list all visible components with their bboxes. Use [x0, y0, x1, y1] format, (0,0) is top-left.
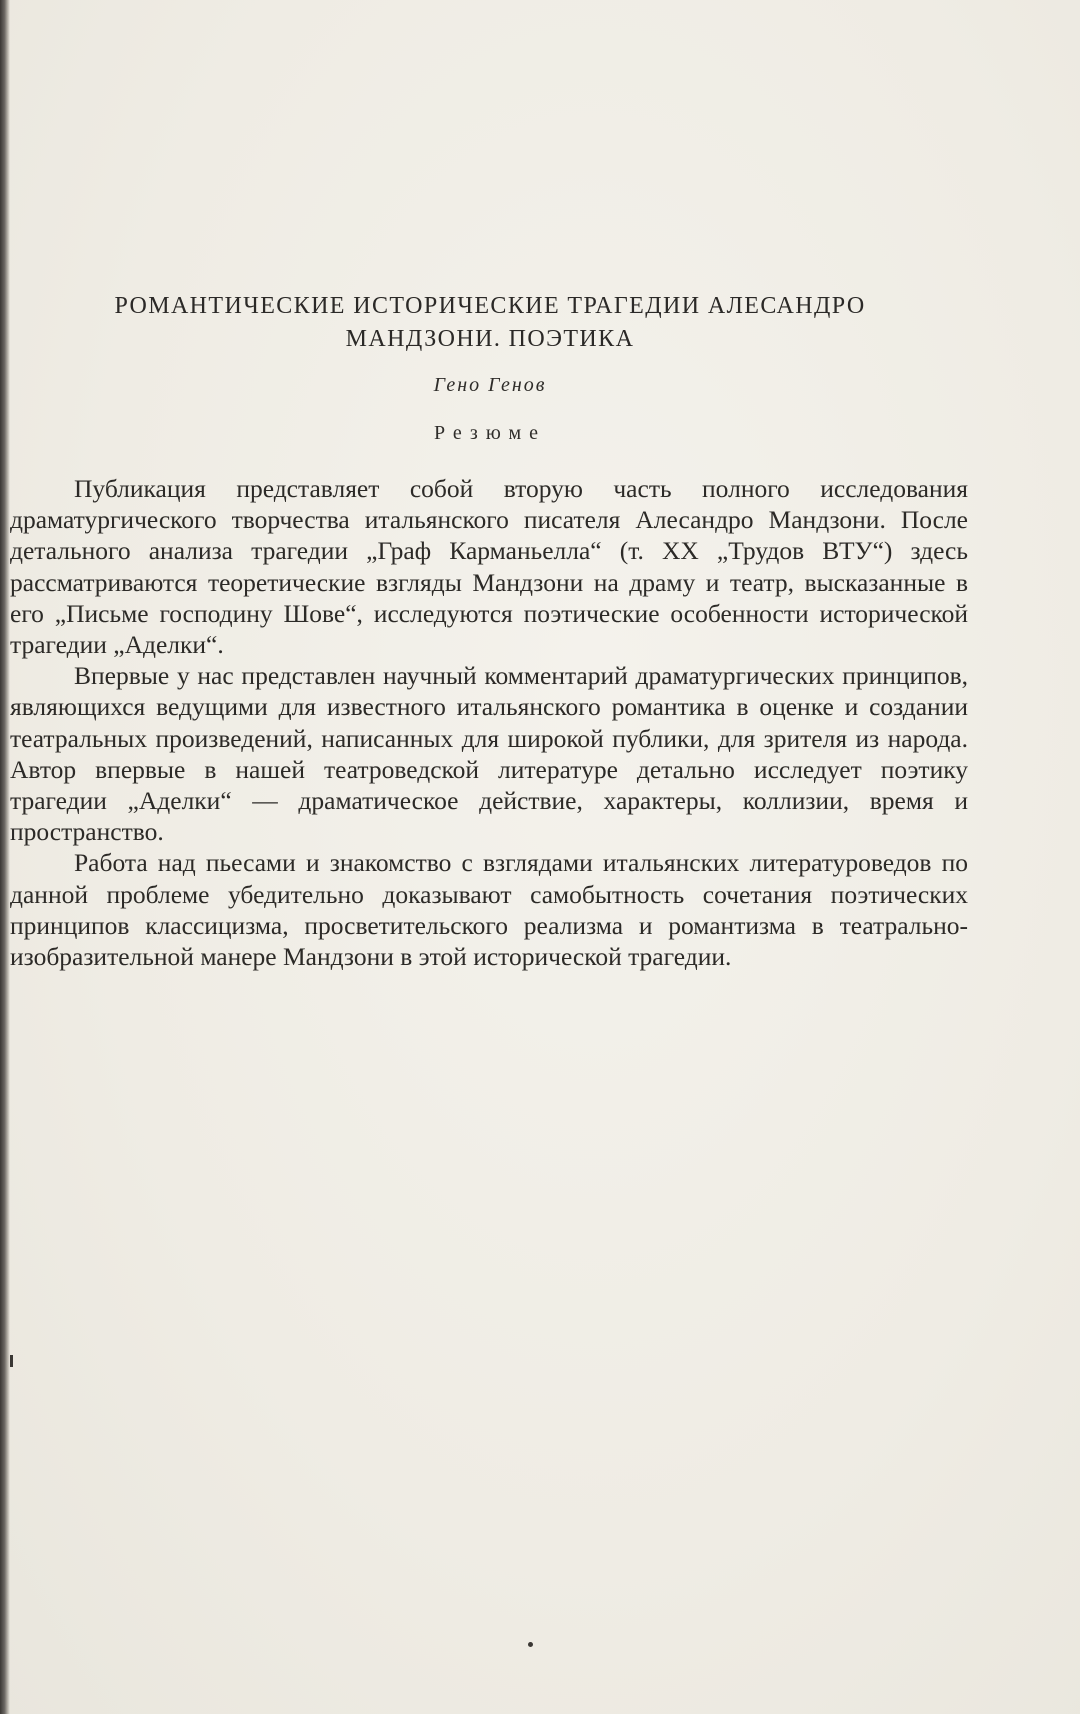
section-heading: Резюме [433, 422, 547, 444]
page-dot [528, 1642, 533, 1647]
paragraph-2: Впервые у нас представлен научный комментарий драматургических принципов, являющихся ведущими для известного итальянского романтика в оценке и создании театральных произведений, написанных для широкой публики, для зрителя из народа. Автор впервые в нашей театроведской литературе детально исследует поэтику трагедии „Аделки“ — драматическое действие, характеры, коллизии, время и пространство. [10, 661, 968, 847]
paragraph-3: Работа над пьесами и знакомство с взглядами итальянских литературоведов по данной проблеме убедительно доказывают самобытность сочетания поэтических принципов классицизма, просветительского реализма и романтизма в театрально-изобразительной манере Мандзони в этой исторической трагедии. [10, 848, 968, 972]
margin-mark [10, 1355, 13, 1367]
article-title: РОМАНТИЧЕСКИЕ ИСТОРИЧЕСКИЕ ТРАГЕДИИ АЛЕСАНДРО МАНДЗОНИ. ПОЭТИКА [114, 293, 866, 352]
paragraph-1: Публикация представляет собой вторую часть полного исследования драматургического творчества итальянского писателя Алесандро Мандзони. После детального анализа трагедии „Граф Карманьелла“ (т. XX „Трудов ВТУ“) здесь рассматриваются теоретические взгляды Мандзони на драму и театр, высказанные в его „Письме господину Шове“, исследуются поэтические особенности исторической трагедии „Аделки“. [10, 474, 968, 660]
article-body [10, 473, 968, 972]
binding-edge [0, 0, 10, 1714]
article-author: Гено Генов [433, 374, 547, 396]
